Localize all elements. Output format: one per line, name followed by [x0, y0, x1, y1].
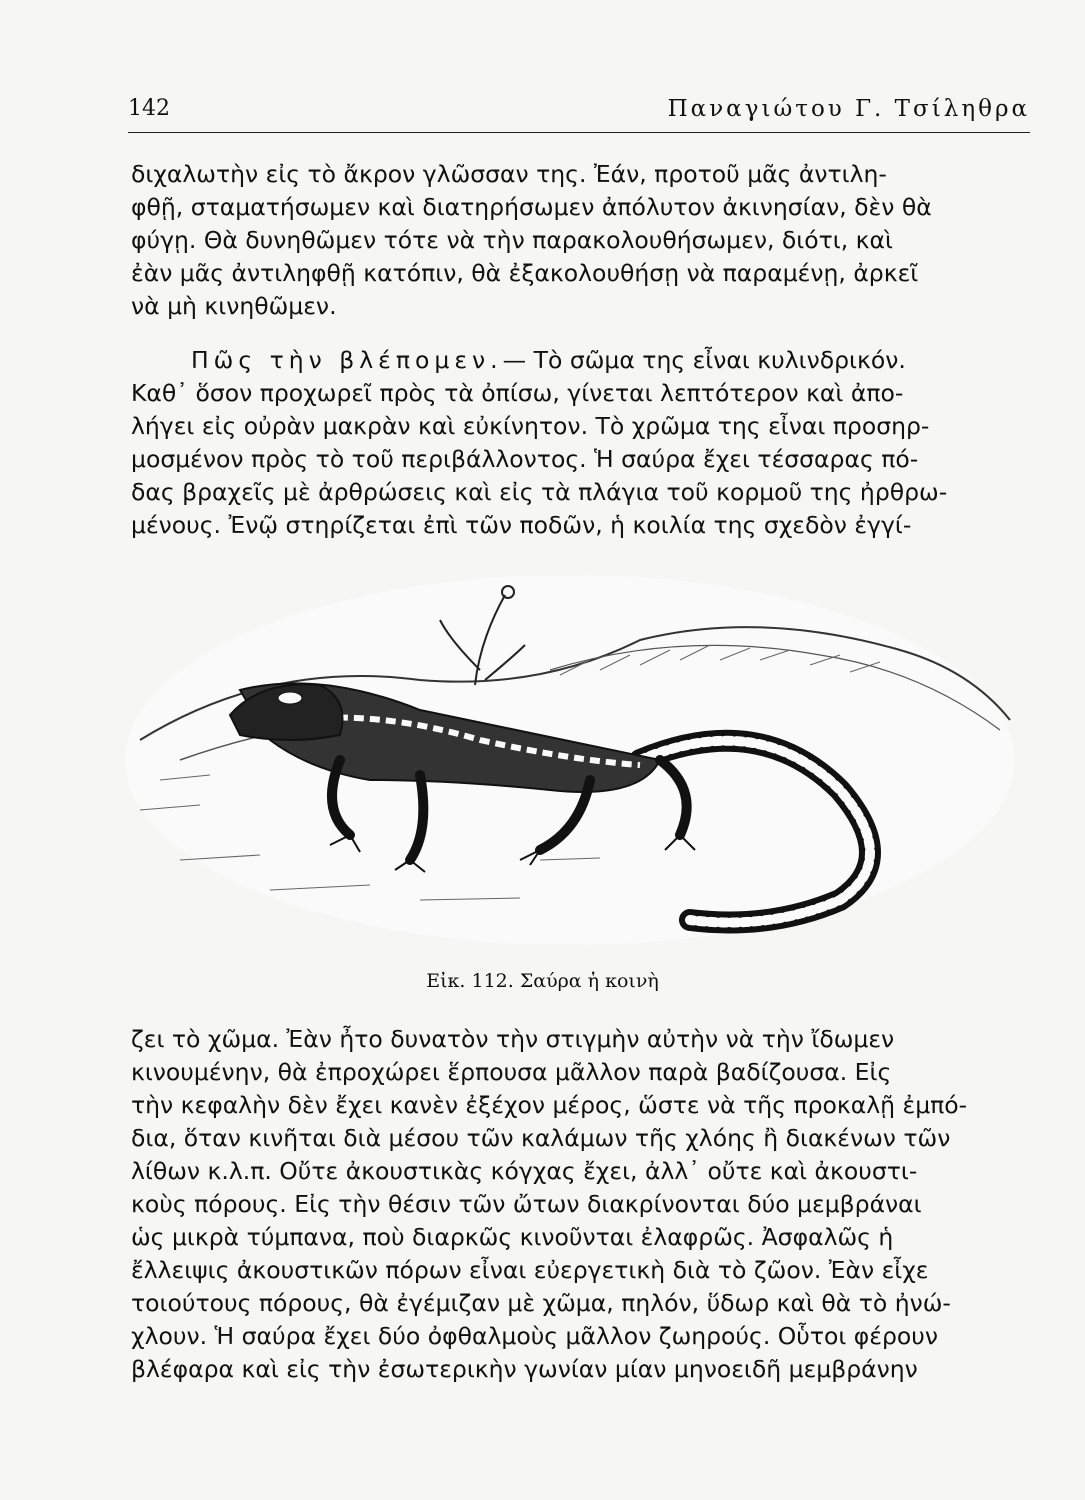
text-line: διχαλωτὴν εἰς τὸ ἄκρον γλῶσσαν της. Ἐάν, προτοῦ μᾶς ἀντιλη-	[131, 160, 887, 188]
text-line: κινουμένην, θὰ ἐπροχώρει ἕρπουσα μᾶλλον παρὰ βαδίζουσα. Εἰς	[131, 1058, 892, 1086]
text-line: ζει τὸ χῶμα. Ἐὰν ἦτο δυνατὸν τὴν στιγμὴν αὐτὴν νὰ τὴν ἴδωμεν	[131, 1025, 895, 1053]
text-line: ὡς μικρὰ τύμπανα, ποὺ διαρκῶς κινοῦνται ἐλαφρῶς. Ἀσφαλῶς ἡ	[131, 1223, 894, 1251]
text-line: δας βραχεῖς μὲ ἀρθρώσεις καὶ εἰς τὰ πλάγια τοῦ κορμοῦ της ἠρθρω-	[131, 478, 948, 506]
text-line: φύγῃ. Θὰ δυνηθῶμεν τότε νὰ τὴν παρακολουθήσωμεν, διότι, καὶ	[131, 226, 893, 254]
text-line: λήγει εἰς οὐρὰν μακρὰν καὶ εὐκίνητον. Τὸ χρῶμα της εἶναι προσηρ-	[131, 412, 930, 440]
text-line: λίθων κ.λ.π. Οὔτε ἀκουστικὰς κόγχας ἔχει, ἀλλ᾽ οὔτε καὶ ἀκουστι-	[131, 1157, 918, 1185]
text-line: τὴν κεφαλὴν δὲν ἔχει κανὲν ἐξέχον μέρος, ὥστε νὰ τῆς προκαλῇ ἐμπό-	[131, 1091, 968, 1119]
paragraph-3	[131, 1023, 1021, 1386]
page-header	[128, 96, 1030, 133]
text-line: Καθ᾽ ὅσον προχωρεῖ πρὸς τὰ ὀπίσω, γίνεται λεπτότερον καὶ ἀπο-	[131, 379, 904, 407]
text-line: δια, ὅταν κινῆται διὰ μέσου τῶν καλάμων τῆς χλόης ἢ διακένων τῶν	[131, 1124, 951, 1152]
text-line: χλουν. Ἡ σαύρα ἔχει δύο ὀφθαλμοὺς μᾶλλον ζωηρούς. Οὗτοι φέρουν	[131, 1322, 939, 1350]
text-line: βλέφαρα καὶ εἰς τὴν ἐσωτερικὴν γωνίαν μίαν μηνοειδῆ μεμβράνην	[131, 1355, 918, 1383]
section-heading: Πῶς τὴν βλέπομεν.	[191, 346, 503, 374]
paragraph-2	[131, 344, 1021, 542]
text-line: νὰ μὴ κινηθῶμεν.	[131, 292, 337, 320]
page-number: 142	[128, 96, 170, 121]
text-line: ἔλλειψις ἀκουστικῶν πόρων εἶναι εὐεργετικὴ διὰ τὸ ζῶον. Ἐὰν εἶχε	[131, 1256, 929, 1284]
text-line	[131, 344, 1021, 377]
running-head: Παναγιώτου Γ. Τσίληθρα	[667, 96, 1030, 122]
text-line: τοιούτους πόρους, θὰ ἐγέμιζαν μὲ χῶμα, πηλόν, ὕδωρ καὶ θὰ τὸ ἠνώ-	[131, 1289, 951, 1317]
text-line: ἐὰν μᾶς ἀντιληφθῇ κατόπιν, θὰ ἐξακολουθήσῃ νὰ παραμένῃ, ἀρκεῖ	[131, 259, 919, 287]
heading-continuation: — Τὸ σῶμα της εἶναι κυλινδρικόν.	[502, 346, 906, 374]
text-line: φθῇ, σταματήσωμεν καὶ διατηρήσωμεν ἀπόλυτον ἀκινησίαν, δὲν θὰ	[131, 193, 932, 221]
text-line: μοσμένον πρὸς τὸ τοῦ περιβάλλοντος. Ἡ σαύρα ἔχει τέσσαρας πό-	[131, 445, 919, 473]
text-line: κοὺς πόρους. Εἰς τὴν θέσιν τῶν ὤτων διακρίνονται δύο μεμβράναι	[131, 1190, 922, 1218]
figure-caption: Εἰκ. 112. Σαύρα ἡ κοινὴ	[426, 970, 659, 992]
paragraph-1	[131, 158, 1021, 323]
text-line: μένους. Ἐνῷ στηρίζεται ἐπὶ τῶν ποδῶν, ἡ κοιλία της σχεδὸν ἐγγί-	[131, 511, 912, 539]
lizard-illustration	[120, 560, 1020, 960]
